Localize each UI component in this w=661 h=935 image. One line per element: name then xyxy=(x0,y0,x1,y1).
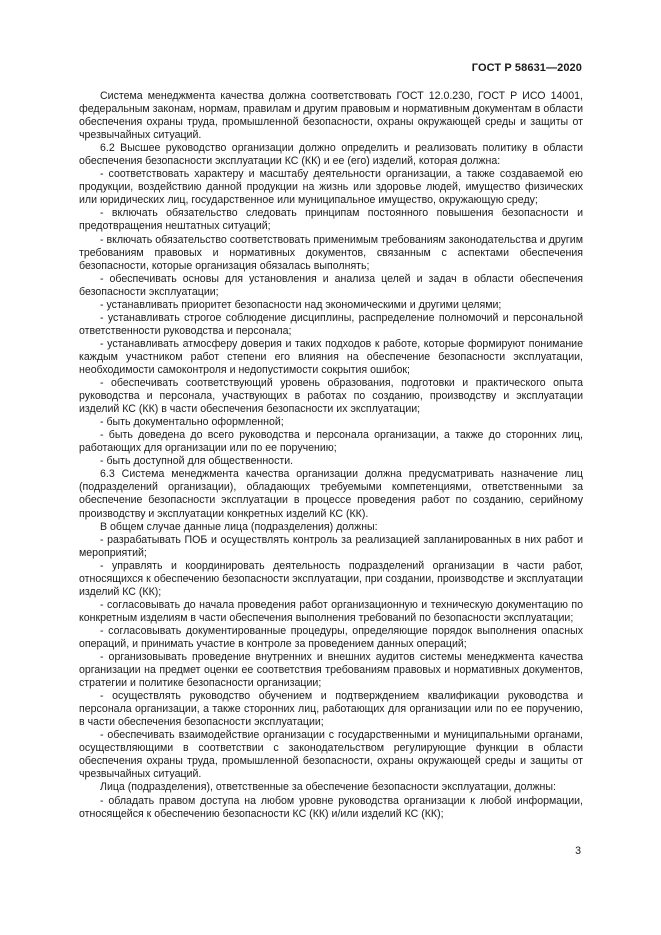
list-item: - устанавливать атмосферу доверия и таких подходов к работе, которые формируют понимание каждым участником работ степени его влияния на обеспечение безопасности эксплуатации, необходимости самоконтроля и недопустимости сокрытия ошибок; xyxy=(79,337,583,376)
list-item: - включать обязательство соответствовать применимым требованиям законодательства и другим требованиям правовых и нормативных документов, связанным с аспектами обеспечения безопасности, которые организация обязалась выполнять; xyxy=(79,233,583,272)
list-item: - включать обязательство следовать принципам постоянного повышения безопасности и предотвращения нештатных ситуаций; xyxy=(79,207,583,233)
list-item: - устанавливать приоритет безопасности над экономическими и другими целями; xyxy=(100,298,502,311)
list-item: - соответствовать характеру и масштабу деятельности организации, а также создаваемой ею продукции, воздействию данной продукции на жизнь или здоровье людей, имущество физических или юридических лиц, государственное или муниципальное имущество, окружающую среду; xyxy=(79,168,583,207)
list-item: - обеспечивать соответствующий уровень образования, подготовки и практического опыта руководства и персонала, участвующих в работах по созданию, производству и эксплуатации изделий КС (КК) в части обеспечения безопасности их эксплуатации; xyxy=(79,377,583,416)
document-body xyxy=(79,90,583,821)
list-item: - быть доступной для общественности. xyxy=(100,455,294,468)
list-item: - согласовывать до начала проведения работ организационную и техническую документацию по конкретным изделиям в части обеспечения выполнения требований по безопасности эксплуатации; xyxy=(79,598,583,624)
paragraph: 6.3 Система менеджмента качества организации должна предусматривать назначение лиц (подразделений организации), обладающих требуемыми компетенциями, ответственными за обеспечение безопасности эксплуатации в процессе проведения работ по созданию, серийному производству и эксплуатации конкретных изделий КС (КК). xyxy=(79,468,583,520)
list-item: - организовывать проведение внутренних и внешних аудитов системы менеджмента качества организации на предмет оценки ее соответствия требованиям правовых и нормативных документов, стратегии и политике безопасности организации; xyxy=(79,651,583,690)
paragraph: Система менеджмента качества должна соответствовать ГОСТ 12.0.230, ГОСТ Р ИСО 14001, федеральным законам, нормам, правилам и другим правовым и нормативным документам в области обеспечения охраны труда, промышленной безопасности, охраны окружающей среды и защиты от чрезвычайных ситуаций. xyxy=(79,90,583,142)
list-item: - устанавливать строгое соблюдение дисциплины, распределение полномочий и персональной ответственности руководства и персонала; xyxy=(79,311,583,337)
list-item: - быть документально оформленной; xyxy=(100,416,284,429)
list-item: - согласовывать документированные процедуры, определяющие порядок выполнения опасных операций, и принимать участие в контроле за проведением данных операций; xyxy=(79,624,583,650)
page-number: 3 xyxy=(575,845,581,857)
list-item: - быть доведена до всего руководства и персонала организации, а также до сторонних лиц, работающих для организации или по ее поручению; xyxy=(79,429,583,455)
list-item: - обладать правом доступа на любом уровне руководства организации к любой информации, относящейся к обеспечению безопасности КС (КК) и/или изделий КС (КК); xyxy=(79,794,583,820)
paragraph: 6.2 Высшее руководство организации должно определить и реализовать политику в области обеспечения безопасности эксплуатации КС (КК) и ее (его) изделий, которая должна: xyxy=(79,142,583,168)
paragraph: Лица (подразделения), ответственные за обеспечение безопасности эксплуатации, должны: xyxy=(100,781,556,794)
paragraph: В общем случае данные лица (подразделения) должны: xyxy=(100,520,378,533)
list-item: - обеспечивать взаимодействие организации с государственными и муниципальными органами, осуществляющими в соответствии с законодательством регулирующие функции в области обеспечения охраны труда, промышленной безопасности, охраны окружающей среды и защиты от чрезвычайных ситуаций. xyxy=(79,729,583,781)
list-item: - разрабатывать ПОБ и осуществлять контроль за реализацией запланированных в них работ и мероприятий; xyxy=(79,533,583,559)
list-item: - обеспечивать основы для установления и анализа целей и задач в области обеспечения безопасности эксплуатации; xyxy=(79,272,583,298)
list-item: - осуществлять руководство обучением и подтверждением квалификации руководства и персонала организации, а также сторонних лиц, работающих для организации или по ее поручению, в части обеспечения безопасности эксплуатации; xyxy=(79,690,583,729)
list-item: - управлять и координировать деятельность подразделений организации в части работ, относящихся к обеспечению безопасности эксплуатации, при создании, производстве и эксплуатации изделий КС (КК); xyxy=(79,559,583,598)
document-header: ГОСТ Р 58631—2020 xyxy=(471,62,582,74)
